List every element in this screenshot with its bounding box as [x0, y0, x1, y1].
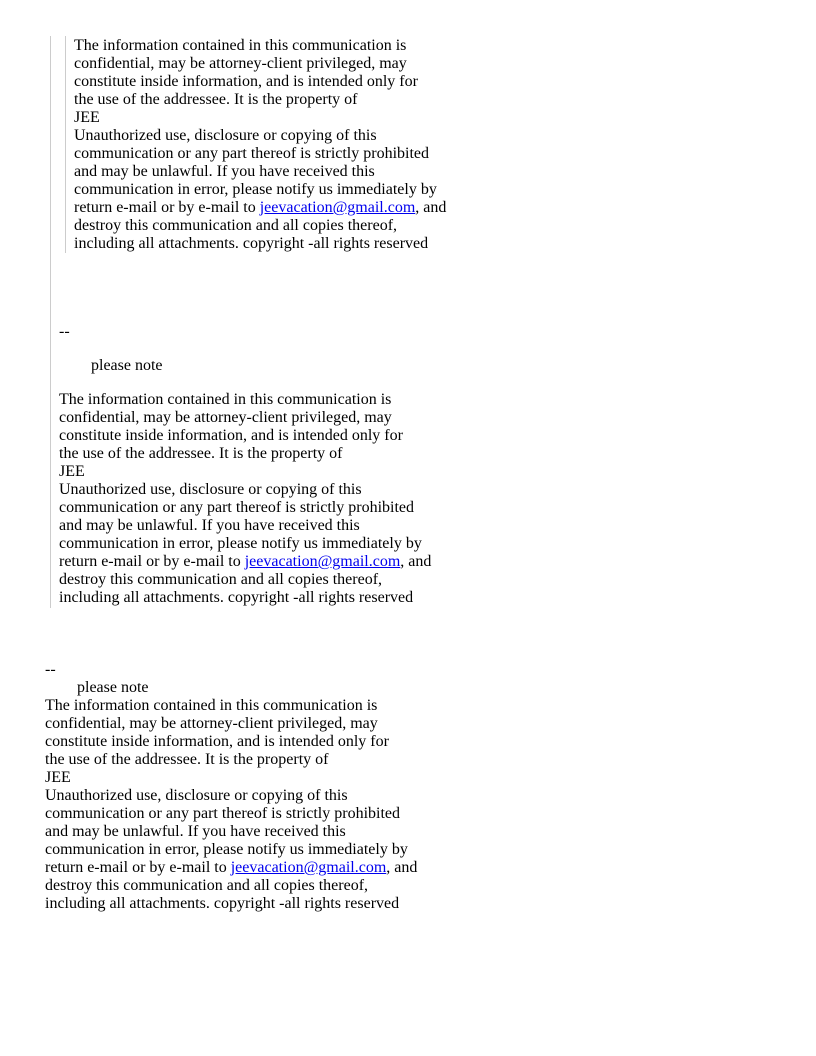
disclaimer-line: confidential, may be attorney-client privileged, may [45, 715, 378, 732]
disclaimer-line: communication or any part thereof is strictly prohibited [74, 145, 430, 162]
disclaimer-line: confidential, may be attorney-client privileged, may [59, 409, 392, 426]
disclaimer-line: and may be unlawful. If you have received this [45, 823, 346, 840]
disclaimer-line: constitute inside information, and is intended only for [59, 427, 403, 444]
disclaimer-text: , and [386, 859, 418, 876]
disclaimer-line: and may be unlawful. If you have received this [59, 517, 360, 534]
email-link[interactable]: jeevacation@gmail.com [230, 859, 387, 876]
disclaimer-line: JEE [59, 463, 85, 480]
quoted-disclaimer-inner [74, 37, 446, 253]
inner-quote-bar [65, 36, 66, 253]
disclaimer-line: JEE [45, 769, 71, 786]
disclaimer-text: return e-mail or by e-mail to [74, 199, 260, 216]
disclaimer-line: the use of the addressee. It is the property of [45, 751, 329, 768]
disclaimer-line [74, 199, 446, 217]
disclaimer-line: including all attachments. copyright -all rights reserved [59, 589, 414, 606]
email-link[interactable]: jeevacation@gmail.com [259, 199, 416, 216]
disclaimer-text: , and [415, 199, 447, 216]
disclaimer-line: communication or any part thereof is strictly prohibited [59, 499, 415, 516]
disclaimer-line: constitute inside information, and is intended only for [45, 733, 389, 750]
disclaimer-text: , and [400, 553, 432, 570]
disclaimer-line: Unauthorized use, disclosure or copying of this [74, 127, 377, 144]
disclaimer-text: return e-mail or by e-mail to [59, 553, 245, 570]
disclaimer-line: destroy this communication and all copies thereof, [59, 571, 383, 588]
disclaimer-line: and may be unlawful. If you have received this [74, 163, 375, 180]
disclaimer-line: including all attachments. copyright -all rights reserved [74, 235, 429, 252]
signature-note: please note [77, 679, 149, 696]
disclaimer-text: return e-mail or by e-mail to [45, 859, 231, 876]
outer-quote-bar [50, 36, 51, 608]
disclaimer-line: communication in error, please notify us immediately by [74, 181, 437, 198]
signature-note: please note [91, 357, 163, 374]
disclaimer-line: the use of the addressee. It is the property of [74, 91, 358, 108]
disclaimer-line [59, 553, 431, 571]
disclaimer-line: communication or any part thereof is strictly prohibited [45, 805, 401, 822]
disclaimer-line: including all attachments. copyright -all rights reserved [45, 895, 400, 912]
signature-separator: -- [45, 661, 56, 678]
disclaimer-line: destroy this communication and all copies thereof, [45, 877, 369, 894]
disclaimer-line: The information contained in this communication is [59, 391, 392, 408]
disclaimer-line: communication in error, please notify us immediately by [45, 841, 408, 858]
disclaimer-line: Unauthorized use, disclosure or copying of this [59, 481, 362, 498]
disclaimer-line: The information contained in this communication is [74, 37, 407, 54]
disclaimer-line: the use of the addressee. It is the property of [59, 445, 343, 462]
disclaimer-line: Unauthorized use, disclosure or copying of this [45, 787, 348, 804]
signature-separator: -- [59, 323, 70, 340]
disclaimer-line: destroy this communication and all copies thereof, [74, 217, 398, 234]
disclaimer-line: The information contained in this communication is [45, 697, 378, 714]
disclaimer-line: communication in error, please notify us immediately by [59, 535, 422, 552]
quoted-disclaimer-outer [59, 391, 431, 607]
disclaimer-line: confidential, may be attorney-client privileged, may [74, 55, 407, 72]
disclaimer-line: JEE [74, 109, 100, 126]
signature-disclaimer [45, 697, 417, 913]
disclaimer-line: constitute inside information, and is intended only for [74, 73, 418, 90]
disclaimer-line [45, 859, 417, 877]
email-link[interactable]: jeevacation@gmail.com [244, 553, 401, 570]
